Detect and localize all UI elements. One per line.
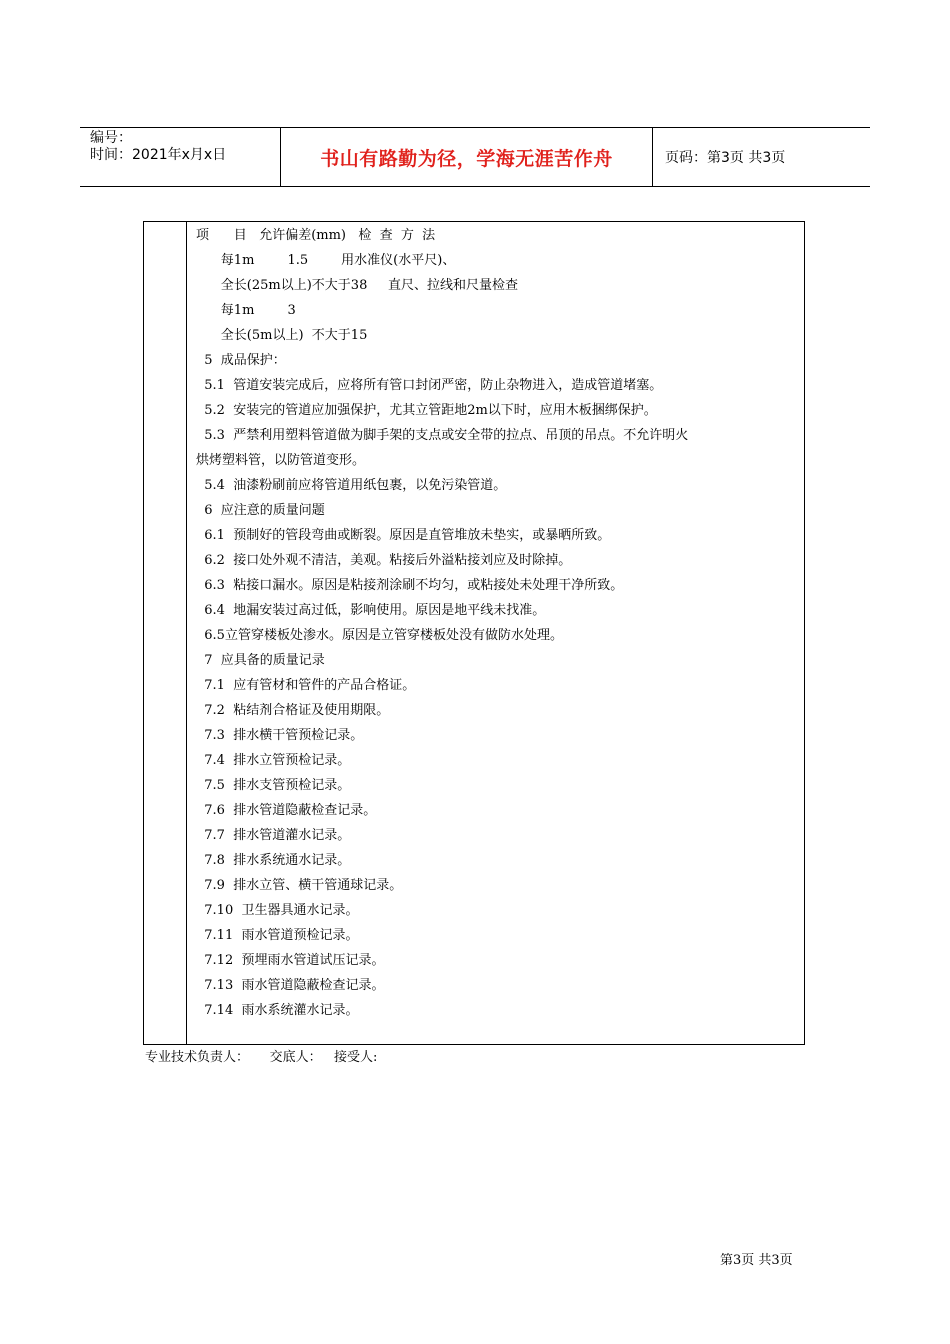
body-line: 5.4 油漆粉刷前应将管道用纸包裹，以免污染管道。 bbox=[196, 478, 507, 493]
body-line: 每1m 1.5 用水准仪(水平尺)、 bbox=[196, 253, 456, 268]
body-line: 7.12 预埋雨水管道试压记录。 bbox=[196, 953, 385, 968]
body-line: 7.8 排水系统通水记录。 bbox=[196, 853, 351, 868]
document-number-label: 编号： bbox=[90, 130, 132, 146]
body-line: 7.6 排水管道隐蔽检查记录。 bbox=[196, 803, 377, 818]
body-line: 7.10 卫生器具通水记录。 bbox=[196, 903, 359, 918]
body-line: 5.2 安装完的管道应加强保护，尤其立管距地2m以下时，应用木板捆绑保护。 bbox=[196, 403, 657, 418]
header-meta bbox=[80, 128, 281, 186]
body-text bbox=[196, 223, 794, 1023]
body-line: 7.2 粘结剂合格证及使用期限。 bbox=[196, 703, 390, 718]
body-line: 全长(25m以上)不大于38 直尺、拉线和尺量检查 bbox=[196, 278, 519, 293]
body-line: 6.4 地漏安装过高过低，影响使用。原因是地平线未找准。 bbox=[196, 603, 546, 618]
signature-line: 专业技术负责人： 交底人： 接受人: bbox=[145, 1050, 378, 1065]
body-line: 6.1 预制好的管段弯曲或断裂。原因是直管堆放未垫实，或暴晒所致。 bbox=[196, 528, 611, 543]
document-date-label: 时间：2021年x月x日 bbox=[90, 147, 227, 163]
column-divider bbox=[186, 222, 187, 1044]
body-line: 6.3 粘接口漏水。原因是粘接剂涂刷不均匀，或粘接处未处理干净所致。 bbox=[196, 578, 624, 593]
body-line: 7.14 雨水系统灌水记录。 bbox=[196, 1003, 359, 1018]
body-line: 7.1 应有管材和管件的产品合格证。 bbox=[196, 678, 416, 693]
body-line: 6 应注意的质量问题 bbox=[196, 503, 325, 518]
body-line: 5.1 管道安装完成后，应将所有管口封闭严密，防止杂物进入，造成管道堵塞。 bbox=[196, 378, 663, 393]
body-line: 项 目 允许偏差(mm) 检 查 方 法 bbox=[196, 228, 436, 243]
body-line: 7.5 排水支管预检记录。 bbox=[196, 778, 351, 793]
body-line: 6.5立管穿楼板处渗水。原因是立管穿楼板处没有做防水处理。 bbox=[196, 628, 563, 643]
content-table bbox=[143, 221, 805, 1045]
page-number: 第3页 共3页 bbox=[720, 1253, 793, 1268]
header-page-label: 页码：第3页 共3页 bbox=[665, 150, 786, 166]
body-line: 7.3 排水横干管预检记录。 bbox=[196, 728, 364, 743]
body-line: 全长(5m以上) 不大于15 bbox=[196, 328, 368, 343]
body-line: 6.2 接口处外观不清洁，美观。粘接后外溢粘接刘应及时除掉。 bbox=[196, 553, 572, 568]
body-line: 7.9 排水立管、横干管通球记录。 bbox=[196, 878, 403, 893]
body-line: 7.11 雨水管道预检记录。 bbox=[196, 928, 359, 943]
body-line: 7.4 排水立管预检记录。 bbox=[196, 753, 351, 768]
body-line: 5.3 严禁利用塑料管道做为脚手架的支点或安全带的拉点、吊顶的吊点。不允许明火 bbox=[196, 428, 689, 443]
body-line: 7.13 雨水管道隐蔽检查记录。 bbox=[196, 978, 385, 993]
body-line: 7 应具备的质量记录 bbox=[196, 653, 325, 668]
body-line: 5 成品保护： bbox=[196, 353, 286, 368]
body-line: 7.7 排水管道灌水记录。 bbox=[196, 828, 351, 843]
header-motto: 书山有路勤为径，学海无涯苦作舟 bbox=[281, 128, 653, 186]
body-line: 每1m 3 bbox=[196, 303, 296, 318]
body-line: 烘烤塑料管，以防管道变形。 bbox=[196, 453, 366, 468]
page-header bbox=[80, 127, 870, 187]
